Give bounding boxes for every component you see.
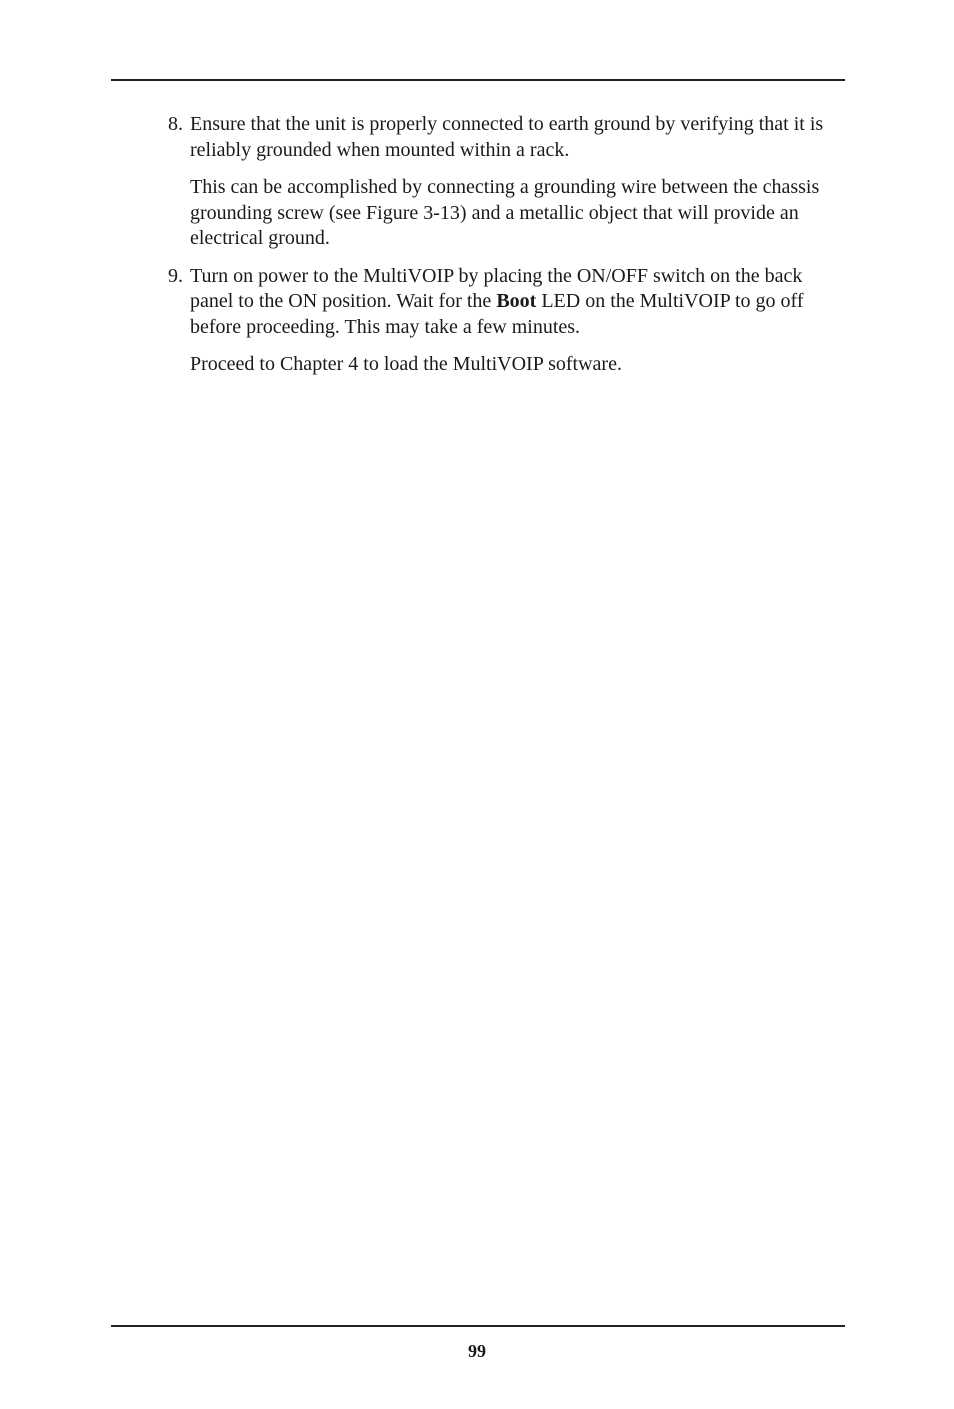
footer-rule <box>111 1325 845 1327</box>
step-9 <box>168 264 848 341</box>
grounding-note: This can be accomplished by connecting a grounding wire between the chassis grounding screw (see Figure 3-13) and a metallic object that will provide an electrical ground. <box>190 176 820 249</box>
header-rule <box>111 79 845 81</box>
page-number: 99 <box>468 1341 486 1361</box>
step-number: 8. <box>168 113 183 135</box>
proceed-note: Proceed to Chapter 4 to load the MultiVOIP software. <box>190 353 622 375</box>
step-text-after: LED on the MultiVOIP to go off before proceeding. This may take a few minutes. <box>190 290 804 338</box>
boot-led-label: Boot <box>496 290 537 312</box>
step-text: Ensure that the unit is properly connected to earth ground by verifying that it is reliably grounded when mounted within a rack. <box>190 113 824 161</box>
step-text-before: Turn on power to the MultiVOIP by placing the ON/OFF switch on the back panel to the ON position. Wait for the <box>190 264 803 312</box>
step-8 <box>168 112 848 163</box>
step-number: 9. <box>168 264 183 287</box>
document-body <box>168 112 848 390</box>
